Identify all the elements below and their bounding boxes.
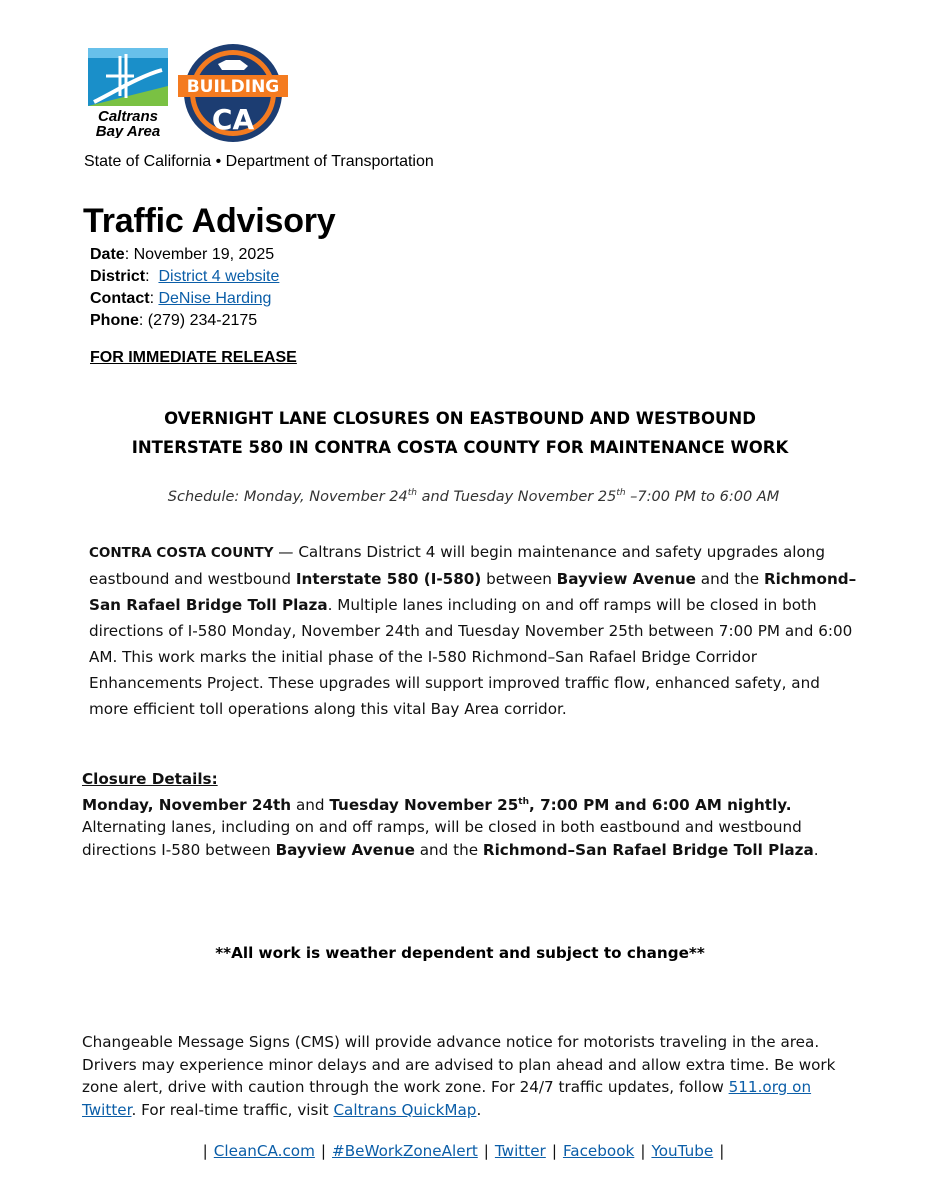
closure-time: , 7:00 PM and 6:00 AM nightly. bbox=[529, 795, 792, 814]
body-bold-2: Bayview Avenue bbox=[556, 570, 696, 588]
body-text-2: between bbox=[481, 570, 557, 588]
phone-label: Phone bbox=[90, 312, 139, 329]
building-logo-line1: BUILDING bbox=[186, 77, 280, 97]
district-label: District bbox=[90, 268, 146, 285]
meta-date: Date: November 19, 2025 bbox=[90, 246, 275, 263]
schedule-sup1: th bbox=[407, 488, 417, 498]
headline-line2: INTERSTATE 580 IN CONTRA COSTA COUNTY FOR MAINTENANCE WORK bbox=[131, 438, 789, 457]
closure-date-2: Tuesday November 25 bbox=[329, 795, 519, 814]
closure-text-2: and the bbox=[414, 840, 483, 859]
district-link[interactable]: District 4 website bbox=[158, 268, 280, 285]
headline bbox=[60, 404, 860, 462]
schedule-suffix: –7:00 PM to 6:00 AM bbox=[625, 488, 780, 505]
caltrans-logo-line1: Caltrans bbox=[97, 108, 159, 125]
meta-district: District: District 4 website bbox=[90, 268, 280, 285]
body-paragraph bbox=[89, 539, 859, 722]
closure-bold-2: Richmond–San Rafael Bridge Toll Plaza bbox=[482, 840, 814, 859]
footer-link-youtube[interactable]: YouTube bbox=[651, 1142, 714, 1160]
cms-text-2: . For real-time traffic, visit bbox=[131, 1100, 334, 1119]
footer-separator: | bbox=[483, 1142, 489, 1160]
footer-separator: | bbox=[640, 1142, 646, 1160]
schedule-middle: and Tuesday November 25 bbox=[416, 488, 617, 505]
state-line: State of California • Department of Transportation bbox=[84, 153, 434, 170]
weather-notice: **All work is weather dependent and subject to change** bbox=[215, 944, 705, 962]
schedule-sup2: th bbox=[616, 488, 626, 498]
body-bold-1: Interstate 580 (I-580) bbox=[295, 570, 482, 588]
closure-and: and bbox=[291, 795, 330, 814]
release-label: FOR IMMEDIATE RELEASE bbox=[90, 349, 297, 366]
footer-separator: | bbox=[719, 1142, 725, 1160]
body-lead: CONTRA COSTA COUNTY bbox=[89, 545, 274, 561]
body-text-4: . Multiple lanes including on and off ramps will be closed in both directions of I-580 Monday, November 24th and Tuesday November 25th between 7:00 PM and 6:00 AM. This work marks the initial phase of the I-580 Richmond–San Rafael Bridge Corridor Enhancements Project. These upgrades will support improved traffic flow, enhanced safety, and more efficient toll operations along this vital Bay Area corridor. bbox=[89, 596, 853, 718]
closure-date-2-wrap bbox=[329, 796, 791, 814]
quickmap-link[interactable]: Caltrans QuickMap bbox=[333, 1100, 477, 1119]
contact-link[interactable]: DeNise Harding bbox=[158, 290, 272, 307]
closure-details bbox=[82, 768, 862, 861]
date-value: November 19, 2025 bbox=[133, 246, 275, 263]
closure-text bbox=[82, 791, 862, 862]
phone-value: (279) 234-2175 bbox=[147, 312, 258, 329]
caltrans-logo-line2: Bay Area bbox=[95, 123, 161, 138]
meta-contact: Contact: DeNise Harding bbox=[90, 290, 272, 307]
headline-line1: OVERNIGHT LANE CLOSURES ON EASTBOUND AND WESTBOUND bbox=[164, 409, 756, 428]
date-label: Date bbox=[90, 246, 125, 263]
schedule-prefix: Schedule: Monday, November 24 bbox=[167, 488, 408, 505]
closure-bold-1: Bayview Avenue bbox=[275, 840, 415, 859]
footer-links bbox=[0, 1142, 927, 1160]
footer-link-facebook[interactable]: Facebook bbox=[562, 1142, 635, 1160]
caltrans-bay-area-logo bbox=[84, 46, 172, 138]
closure-text-3: . bbox=[813, 840, 819, 859]
footer-separator: | bbox=[320, 1142, 327, 1160]
cms-text-3: . bbox=[476, 1100, 482, 1119]
schedule bbox=[60, 488, 887, 505]
building-logo-line2: CA bbox=[211, 103, 255, 136]
closure-text-1: Alternating lanes, including on and off ramps, will be closed in both eastbound and westbound directions I-580 between bbox=[82, 818, 802, 859]
footer-separator: | bbox=[202, 1142, 208, 1160]
contact-label: Contact bbox=[90, 290, 150, 307]
footer-link-cleanca[interactable]: CleanCA.com bbox=[213, 1142, 315, 1160]
cms-paragraph bbox=[82, 1031, 862, 1121]
body-bold-3: Richmond–San Rafael Bridge Toll Plaza bbox=[89, 570, 857, 614]
cms-text-1: Changeable Message Signs (CMS) will provide advance notice for motorists traveling in the area. Drivers may experience minor delays and are advised to plan ahead and allow extra time. Be work zone alert, drive with caution through the work zone. For 24/7 traffic updates, follow bbox=[82, 1033, 836, 1096]
building-ca-logo bbox=[174, 42, 292, 144]
footer-link-twitter[interactable]: Twitter bbox=[494, 1142, 546, 1160]
closure-date-1: Monday, November 24th bbox=[82, 795, 292, 814]
footer-separator: | bbox=[551, 1142, 557, 1160]
footer-link-beworkzonealert[interactable]: #BeWorkZoneAlert bbox=[332, 1142, 478, 1160]
closure-heading: Closure Details: bbox=[82, 770, 218, 788]
page-title: Traffic Advisory bbox=[83, 202, 336, 240]
body-text-1: — Caltrans District 4 will begin maintenance and safety upgrades along eastbound and westbound bbox=[89, 543, 826, 588]
body-text-3: and the bbox=[695, 570, 764, 588]
twitter-511-link[interactable]: 511.org on Twitter bbox=[82, 1078, 812, 1119]
closure-date-2-sup: th bbox=[518, 796, 530, 807]
meta-phone: Phone: (279) 234-2175 bbox=[90, 312, 258, 329]
